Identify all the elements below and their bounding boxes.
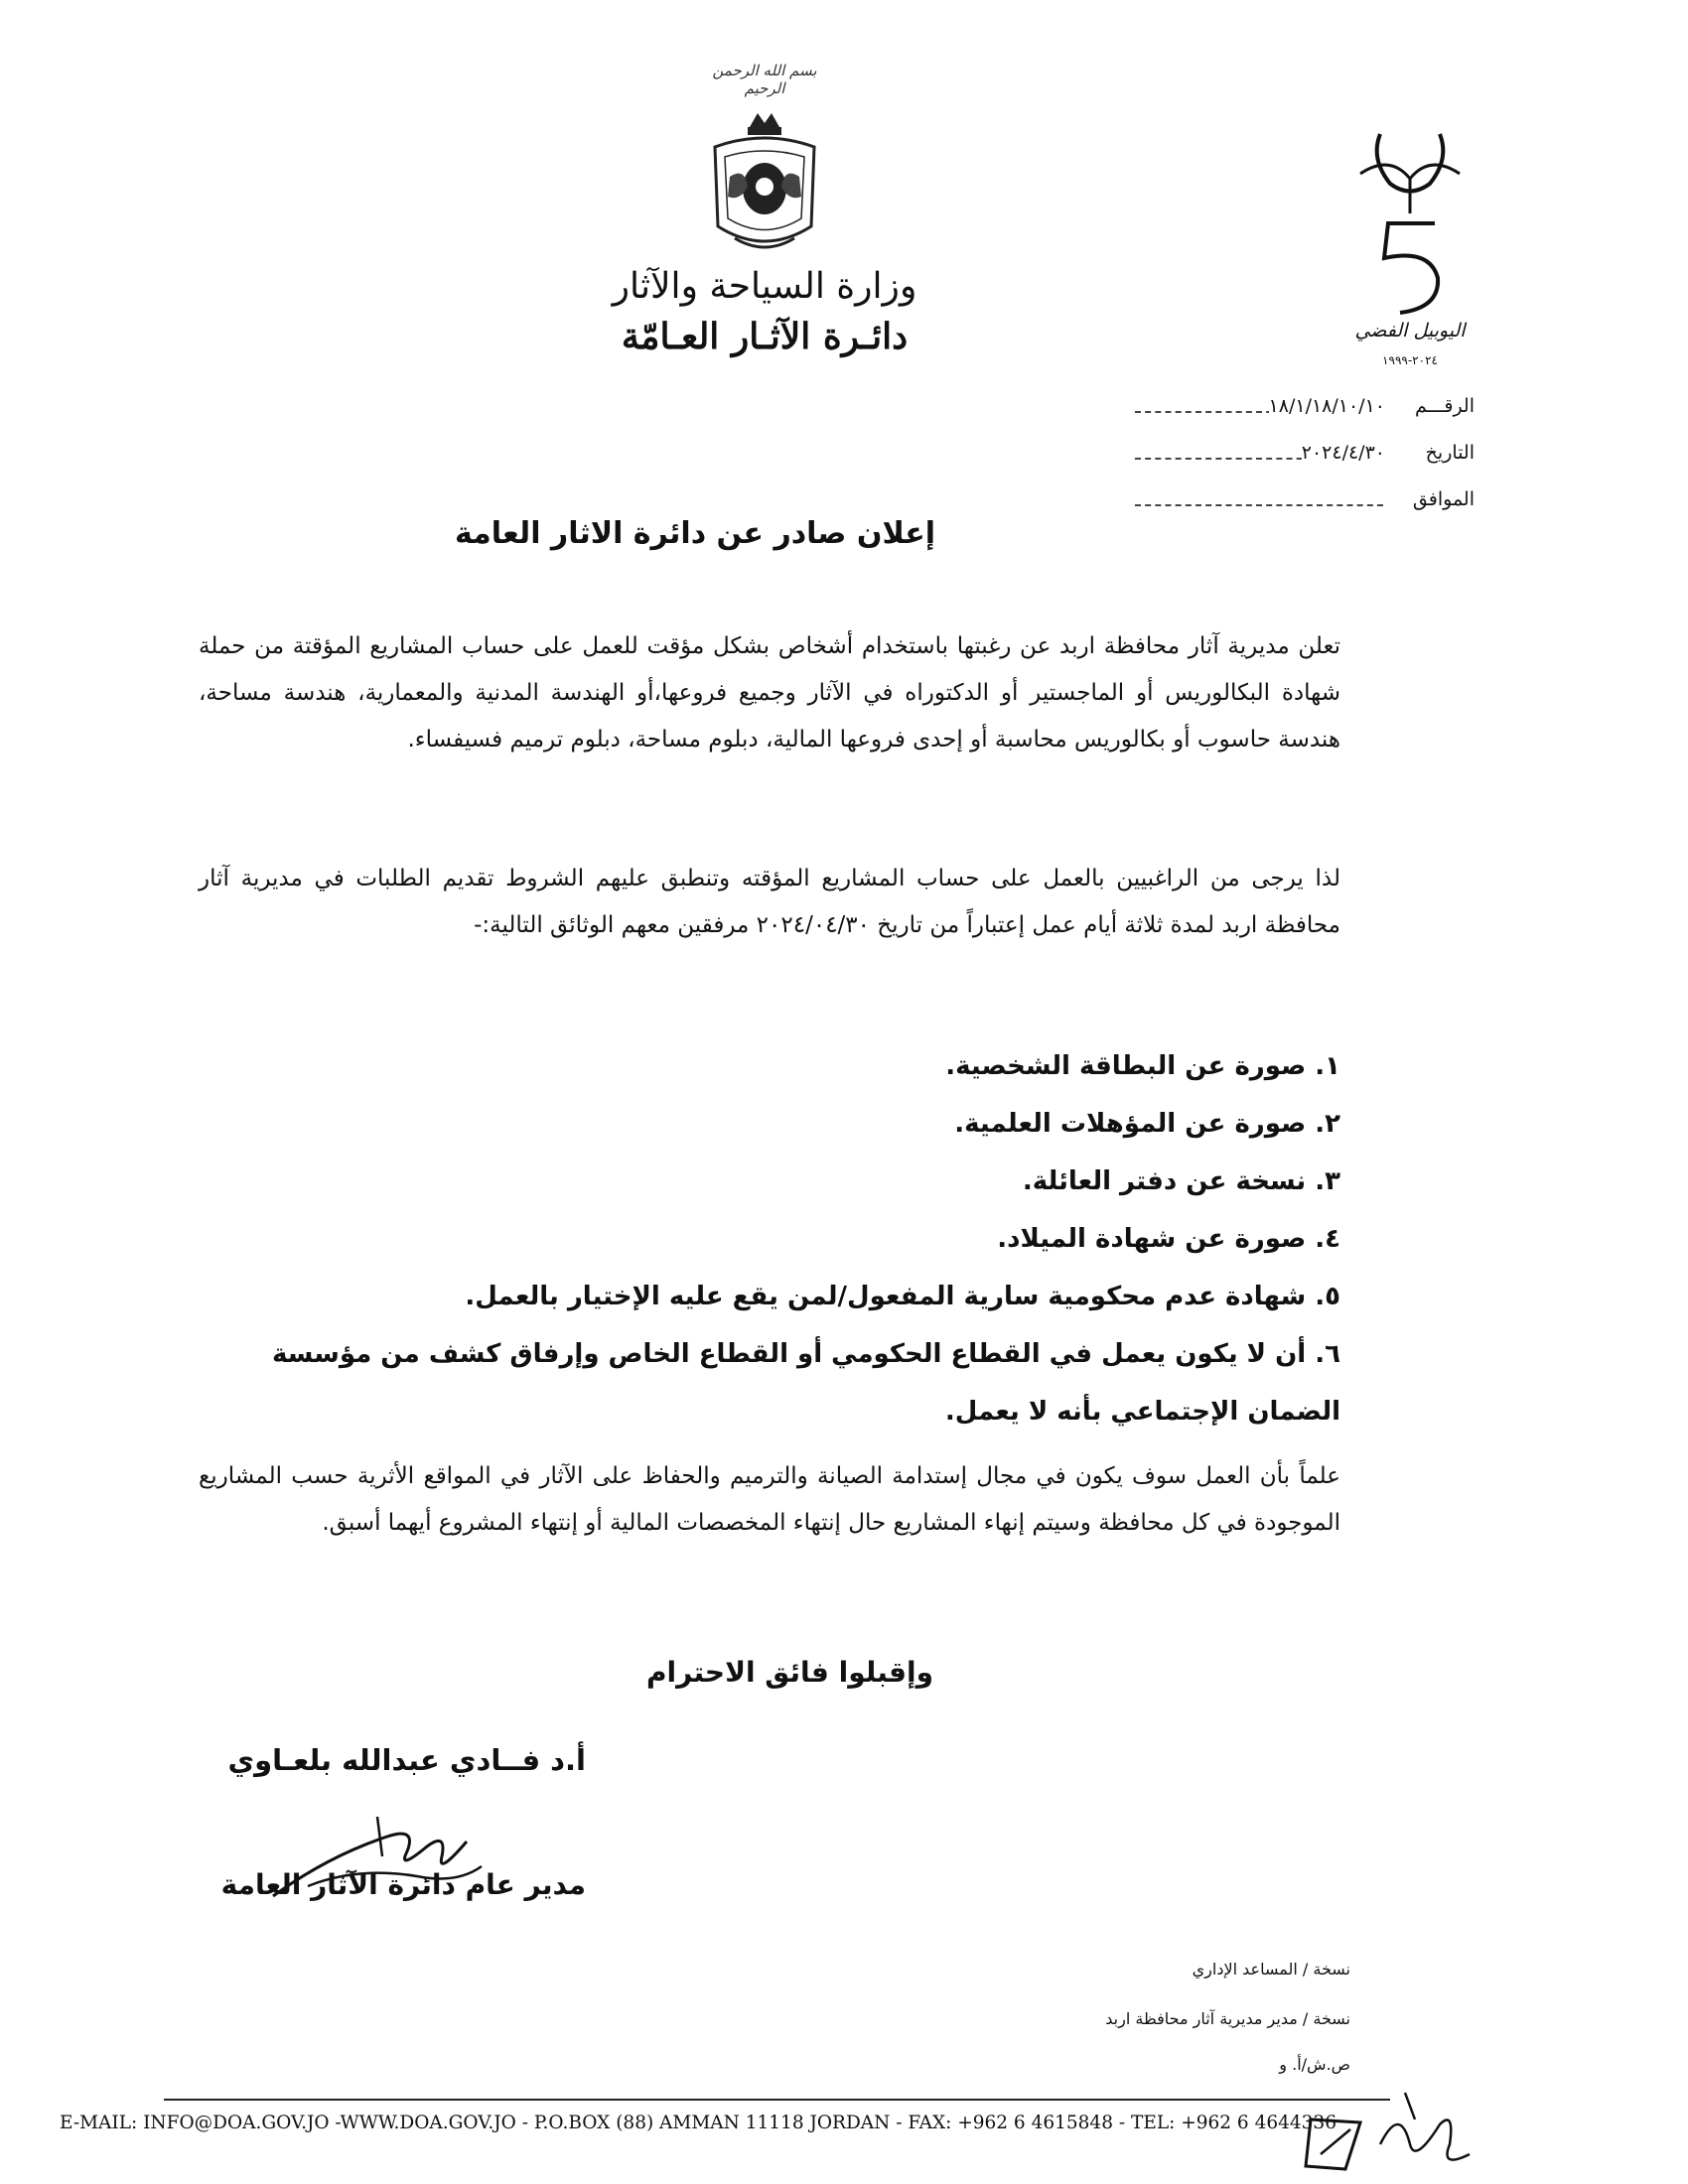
list-item: ٤. صورة عن شهادة الميلاد. — [997, 1224, 1340, 1254]
cc-line: نسخة / المساعد الإداري — [1192, 1960, 1350, 1979]
signer-name: أ.د فــادي عبدالله بلعـاوي — [227, 1743, 586, 1777]
cc-line: نسخة / مدير مديرية آثار محافظة اربد — [1105, 2009, 1350, 2028]
department-name: دائـرة الآثـار العـامّة — [621, 316, 909, 357]
ministry-name: وزارة السياحة والآثار — [612, 266, 917, 307]
handwritten-initials-icon — [1291, 2085, 1489, 2174]
corresponding-date-row — [1132, 488, 1475, 528]
list-item: ٣. نسخة عن دفتر العائلة. — [1022, 1166, 1340, 1196]
list-item: ٥. شهادة عدم محكومية سارية المفعول/لمن يقع عليه الإختيار بالعمل. — [465, 1282, 1340, 1311]
jordan-coat-of-arms-icon — [700, 107, 829, 266]
list-item: ٢. صورة عن المؤهلات العلمية. — [954, 1109, 1340, 1139]
list-item: ١. صورة عن البطاقة الشخصية. — [945, 1051, 1340, 1081]
basmala: بسم الله الرحمن الرحيم — [712, 62, 817, 97]
date-value: ٢٠٢٤/٤/٣٠ — [1301, 442, 1385, 464]
announcement-title: إعلان صادر عن دائرة الاثار العامة — [454, 516, 936, 551]
reference-number-row — [1132, 395, 1475, 435]
silver-jubilee-25-logo-icon — [1350, 124, 1470, 323]
body-paragraph-3: علماً بأن العمل سوف يكون في مجال إستدامة الصيانة والترميم والحفاظ على الآثار في المواقع الأثرية حسب المشاريع الموجودة في كل محافظة وسيتم إنهاء المشاريع حال إنتهاء المخصصات المالية أو إنتهاء المشروع أيهما أسبق. — [199, 1463, 1340, 1536]
date-label: التاريخ — [1425, 442, 1475, 464]
jubilee-label: اليوبيل الفضي — [1354, 320, 1466, 341]
cc-line: ص.ش/أ. و — [1279, 2055, 1350, 2074]
footer-divider — [164, 2099, 1390, 2101]
corresponding-date-label: الموافق — [1412, 488, 1475, 510]
body-paragraph-2: لذا يرجى من الراغبيين بالعمل على حساب المشاريع المؤقته وتنطبق عليهم الشروط تقديم الطلبات في مديرية آثار محافظة اربد لمدة ثلاثة أيام عمل إعتباراً من تاريخ ٢٠٢٤/٠٤/٣٠ مرفقين معهم الوثائق التالية:- — [199, 866, 1340, 938]
footer-contact: E-MAIL: INFO@DOA.GOV.JO -WWW.DOA.GOV.JO - P.O.BOX (88) AMMAN 11118 JORDAN - FAX: +962 6 4615848 - TEL: +962 6 4644336 — [60, 2113, 1336, 2133]
required-documents-list — [199, 1037, 1340, 1440]
list-item: ٦. أن لا يكون يعمل في القطاع الحكومي أو القطاع الخاص وإرفاق كشف من مؤسسة الضمان الإجتماعي بأنه لا يعمل. — [272, 1339, 1340, 1427]
body-paragraph-1: تعلن مديرية آثار محافظة اربد عن رغبتها باستخدام أشخاص بشكل مؤقت للعمل على حساب المشاريع المؤقتة من حملة شهادة البكالوريس أو الماجستير أو الدكتوراه في الآثار وجميع فروعها،أو الهندسة المدنية والمعمارية، هندسة مساحة، هندسة حاسوب أو بكالوريس محاسبة أو إحدى فروعها المالية، دبلوم مساحة، دبلوم ترميم فسيفساء. — [199, 633, 1340, 752]
reference-number-label: الرقـــم — [1415, 395, 1475, 417]
jubilee-years: ٢٠٢٤-١٩٩٩ — [1382, 353, 1438, 367]
reference-number-value: ١٨/١/١٨/١٠/١٠ — [1268, 395, 1385, 417]
closing-phrase: وإقبلوا فائق الاحترام — [645, 1656, 933, 1689]
date-row — [1132, 442, 1475, 481]
signer-title: مدير عام دائرة الآثار العامة — [220, 1868, 586, 1901]
